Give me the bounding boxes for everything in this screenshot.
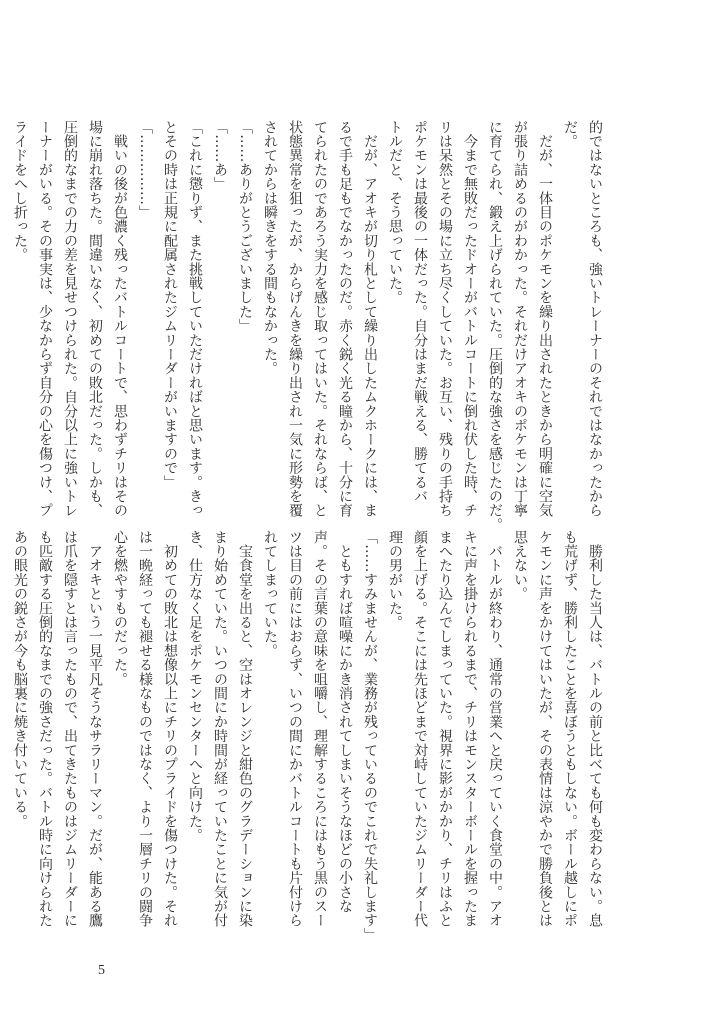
upper-text-line: 場に崩れ落ちた。間違いなく、初めての敗北だった。しかも、 <box>87 120 103 518</box>
upper-text-line: 「……ありがとうございました」 <box>237 120 253 333</box>
upper-text-line: ライドをへし折った。 <box>12 120 28 262</box>
upper-text-line: 戦いの後が色濃く残ったバトルコートで、思わずチリはその <box>112 120 128 518</box>
lower-text-line: 理の男がいた。 <box>387 530 403 630</box>
upper-text-line: ポケモンは最後の一体だった。自分はまだ戦える、勝てるバ <box>412 120 428 504</box>
lower-text-line: き、仕方なく足をポケモンセンターへと向けた。 <box>187 530 203 843</box>
upper-text-line: だ。 <box>562 120 578 149</box>
upper-text-line: 圧倒的なまでの力の差を見せつけられた。自分以上に強いトレ <box>62 120 78 518</box>
upper-text-line: 状態異常を狙ったが、からげんきを繰り出され一気に形勢を覆 <box>287 120 303 518</box>
lower-text-line: まり始めていた。いつの間にか時間が経っていたことに気が付 <box>212 530 228 928</box>
lower-text-line: 心を燃やすものだった。 <box>112 530 128 687</box>
lower-text-line: ツは目の前にはおらず、いつの間にかバトルコートも片付けら <box>287 530 303 928</box>
upper-text-line: 今まで無敗だったドオーがバトルコートに倒れ伏した時、チ <box>462 120 478 518</box>
lower-text-line: キに声を掛けられるまで、チリはモンスターボールを握ったま <box>462 530 478 928</box>
upper-text-line: されてからは瞬きをする間もなかった。 <box>262 120 278 376</box>
lower-text-line: ケモンに声をかけてはいたが、その表情は涼やかで勝負後とは <box>537 530 553 928</box>
lower-text-block <box>12 530 607 942</box>
upper-text-line: リは呆然とその場に立ち尽くしていた。お互い、残りの手持ち <box>437 120 453 518</box>
upper-text-line: トルだと、そう思っていた。 <box>387 120 403 305</box>
upper-text-line: るで手も足もでなかったのだ。赤く鋭く光る瞳から、十分に育 <box>337 120 353 518</box>
lower-text-line: バトルが終わり、通常の営業へと戻っていく食堂の中。アオ <box>487 530 503 928</box>
upper-text-block <box>12 120 607 532</box>
upper-text-line: 「……………」 <box>137 120 153 220</box>
lower-text-line: アオキという一見平凡そうなサラリーマン。だが、能ある鷹 <box>87 530 103 928</box>
upper-text-line: だが、アオキが切り札として繰り出したムクホークには、ま <box>362 120 378 518</box>
lower-text-line: も匹敵する圧倒的なまでの強さだった。バトル時に向けられた <box>37 530 53 928</box>
upper-text-line: だが、一体目のポケモンを繰り出されたときから明確に空気 <box>537 120 553 518</box>
lower-text-line: 初めての敗北は想像以上にチリのプライドを傷つけた。それ <box>162 530 178 928</box>
lower-text-line: 勝利した当人は、バトルの前と比べても何も変わらない。息 <box>587 530 603 928</box>
lower-text-line: 顔を上げる。そこには先ほどまで対峙していたジムリーダー代 <box>412 530 428 928</box>
upper-text-line: に育てられ、鍛え上げられていた。圧倒的な強さを感じたのだ。 <box>487 120 503 532</box>
upper-text-line: 「これに懲りず、また挑戦していただければと思います。きっ <box>187 120 203 518</box>
upper-text-line: 的ではないところも、強いトレーナーのそれではなかったから <box>587 120 603 518</box>
upper-text-line: が張り詰めるのがわかった。それだけアオキのポケモンは丁寧 <box>512 120 528 518</box>
lower-text-line: ともすれば喧噪にかき消されてしまいそうなほどの小さな <box>337 530 353 914</box>
upper-text-line: 「……あ」 <box>212 120 228 191</box>
upper-text-line: ーナーがいる。その事実は、少なからず自分の心を傷つけ、プ <box>37 120 53 518</box>
lower-text-line: 宝食堂を出ると、空はオレンジと紺色のグラデーションに染 <box>237 530 253 928</box>
page-number: 5 <box>98 963 105 978</box>
lower-text-line: も荒げず、勝利したことを喜ぼうともしない。ボール越しにポ <box>562 530 578 928</box>
lower-text-line: 思えない。 <box>512 530 528 601</box>
lower-text-line: あの眼光の鋭さが今も脳裏に焼き付いている。 <box>12 530 28 829</box>
upper-text-line: とその時は正規に配属されたジムリーダーがいますので」 <box>162 120 178 490</box>
upper-text-line: てられたのであろう実力を感じ取ってはいた。それならば、と <box>312 120 328 518</box>
lower-text-line: まへたり込んでしまっていた。視界に影がかかり、チリはふと <box>437 530 453 928</box>
lower-text-line: 「……すみませんが、業務が残っているのでこれで失礼します」 <box>362 530 378 942</box>
lower-text-line: は爪を隠すとは言ったもので、出てきたものはジムリーダーに <box>62 530 78 928</box>
lower-text-line: 声。その言葉の意味を咀嚼し、理解するころにはもう黒のスー <box>312 530 328 928</box>
lower-text-line: れてしまっていた。 <box>262 530 278 658</box>
lower-text-line: は一晩経っても褪せる様なものではなく、より一層チリの闘争 <box>137 530 153 928</box>
